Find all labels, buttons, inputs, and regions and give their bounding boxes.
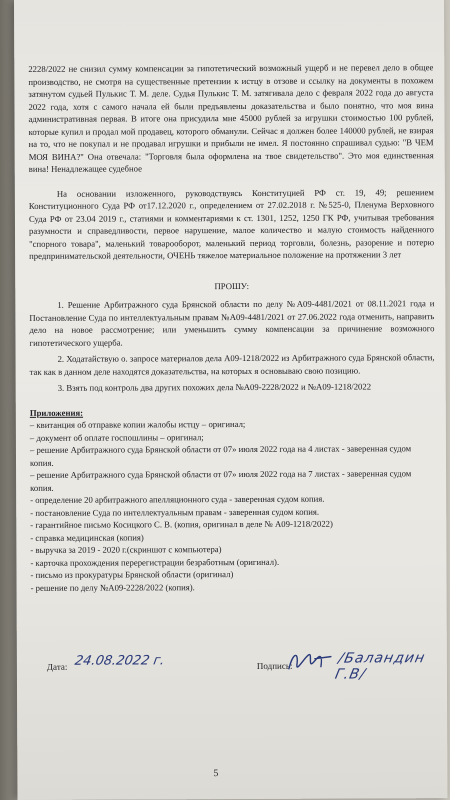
attachment-item: - справка медицинская (копия)	[30, 531, 144, 543]
signature-scribble-icon	[285, 647, 337, 677]
handwritten-date: 24.08.2022 г.	[73, 653, 166, 669]
attachment-item: - решение по делу №А09-2228/2022 (копия).	[30, 581, 195, 593]
date-label: Дата:	[46, 661, 68, 672]
request-heading: ПРОШУ:	[214, 280, 250, 291]
handwritten-name: /Баландин Г.В/	[333, 650, 427, 683]
attachment-item: – квитанция об отправке копии жалобы истцу – оригинал;	[29, 418, 246, 430]
attachment-item: - письмо из прокуратуры Брянской области (оригинал)	[30, 569, 234, 580]
attachment-item: – документ об оплате госпошлины – оригинал;	[29, 431, 204, 443]
document-body	[28, 61, 435, 594]
paragraph-continuation: 2228/2022 не снизил сумму компенсации за гипотетический возможный ущерб и не перевел дело в общее производство, не смотря на существенные претензии к истцу в отзове и ссылку на документы в похожем затянутом судьей Пулькис Т. М. деле. Судья Пулькис Т. М. затягивала дело с февраля 2022 года до августа 2022 года, хотя с самого начала ей были предъявлены доказательства и было понятно, что моя вина административная первая. В итоге она присудила мне 45000 рублей за игрушки стоимостью 100 рублей, которые купил и продал мой продавец, которого обманули. Сейчас я должен более 140000 рублей, не взирая на то, что не покупал и не продавал игрушки и прибыли не имел. Я постоянно спрашивал судью: "В ЧЕМ МОЯ ВИНА?" Она отвечала: "Торговля была оформлена на твое свидетельство". Это моя единственная вина! Ненадлежащее судебное	[28, 62, 434, 174]
attachment-item: - постановление Суда по интеллектуальным правам - заверенная судом копия.	[30, 506, 320, 518]
attachment-item: - выручка за 2019 - 2020 г.(скриншот с компьютера)	[30, 544, 222, 555]
document-page	[14, 0, 447, 800]
attachment-item: – решение Арбитражного суда Брянской области от 07» июля 2022 года на 7 листах - заверенная судом копия.	[30, 468, 412, 493]
attachment-item: – решение Арбитражного суда Брянской области от 07» июля 2022 года на 4 листах - заверенная судом копия.	[29, 443, 412, 468]
page-number: 5	[213, 768, 219, 780]
signature-block	[47, 650, 447, 692]
signature-label: Подпись:	[256, 660, 293, 671]
request-item-3: 3. Взять под контроль два других похожих дела №А09-2228/2022 и №А09-1218/2022	[57, 381, 372, 393]
request-item-1: 1. Решение Арбитражного суда Брянской области по делу №А09-4481/2021 от 08.11.2021 года и Постановление Суда по интеллектуальным правам №А09-4481/2021 от 27.06.2022 года отменить, направить дело на новое рассмотрение; или уменьшить сумму компенсации за причинение возможного гипотетического ущерба.	[29, 298, 435, 348]
request-item-2: 2. Ходатайствую о. запросе материалов дела А09-1218/2022 из Арбитражного суда Брянской области, так как в данном деле находятся доказательства, на которых я основываю свою позицию.	[29, 352, 435, 377]
attachment-item: - определение 20 арбитражного апелляционного суда - заверенная судом копия.	[30, 493, 325, 505]
attachments-heading: Приложения:	[29, 407, 84, 418]
attachment-item: - карточка прохождения перерегистрации безработным (оригинал).	[30, 556, 280, 568]
paragraph-grounds: На основании изложенного, руководствуясь Конституцией РФ ст. 19, 49; решением Конституционного Суда РФ от17.12.2020 г., определением от 27.02.2018 г. №525-0, Пленума Верховного Суда РФ от 23.04 2019 г., статиями и комментариями к ст. 1301, 1252, 1250 ГК РФ, учитывая требования разумности и справедливости, первое нарушение, малое количество и малую стоимость найденного "спорного товара", маленький товарооборот, маленький период торговли, болезнь, разорение и потерю предпринимательской деятельности, ОЧЕНЬ тяжелое материальное положение на протяжении 3 лет	[28, 186, 435, 261]
attachment-item: - гарантийное письмо Косицкого С. В. (копия, оригинал в деле № А09-1218/2022)	[30, 518, 333, 530]
